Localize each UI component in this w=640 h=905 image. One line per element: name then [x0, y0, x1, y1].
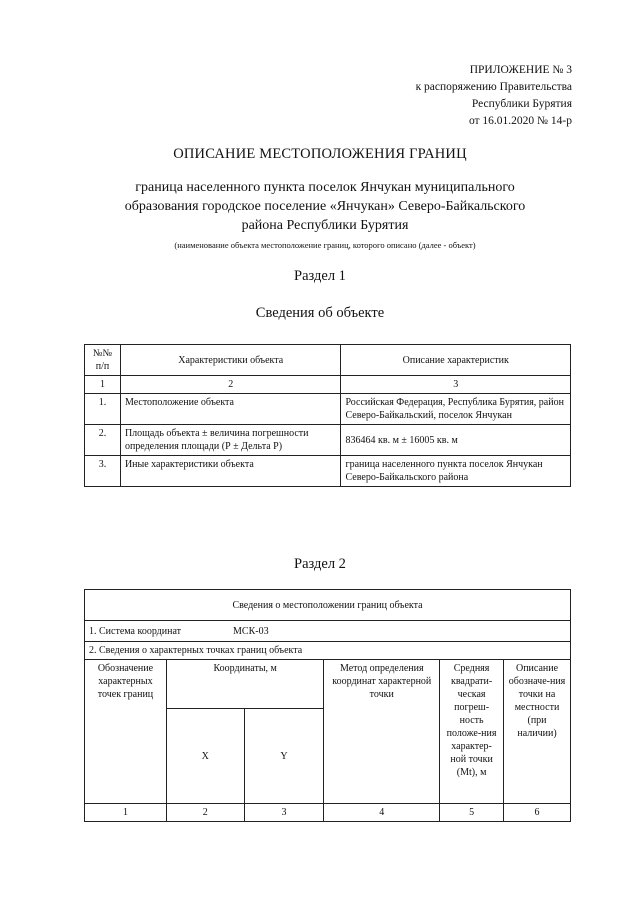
header-cell-number: №№ п/п — [85, 345, 121, 376]
column-number: 2 — [120, 376, 341, 394]
table-header-row — [85, 660, 571, 709]
appendix-order: к распоряжению Правительства — [415, 81, 572, 93]
appendix-date: от 16.01.2020 № 14-р — [468, 115, 572, 127]
appendix-header — [416, 62, 572, 130]
header-cell-y: Y — [244, 709, 324, 804]
header-cell-method: Метод определения координат характерной точки — [324, 660, 440, 804]
row-description: 836464 кв. м ± 16005 кв. м — [341, 425, 571, 456]
header-cell-coordinates: Координаты, м — [166, 660, 324, 709]
table-caption-row — [85, 590, 571, 621]
object-name-line: образования городское поселение «Янчукан» Северо-Байкальского — [124, 199, 526, 214]
object-name — [90, 178, 560, 235]
row-number: 1. — [85, 394, 121, 425]
table-row — [85, 394, 571, 425]
row-characteristic: Местоположение объекта — [120, 394, 341, 425]
boundary-points-table — [84, 589, 571, 822]
column-number: 3 — [244, 804, 324, 822]
header-cell-mt: Средняя квадрати-ческая погреш-ность положе-ния характер-ной точки (Mt), м — [440, 660, 504, 804]
object-info-table — [84, 344, 571, 487]
row-number: 3. — [85, 456, 121, 487]
row-description: граница населенного пункта поселок Янчукан Северо-Байкальского района — [341, 456, 571, 487]
table-caption: Сведения о местоположении границ объекта — [85, 590, 571, 621]
table-row — [85, 456, 571, 487]
column-number: 5 — [440, 804, 504, 822]
section1-subtitle: Сведения об объекте — [255, 305, 385, 321]
points-label: 2. Сведения о характерных точках границ объекта — [85, 642, 571, 660]
column-number: 6 — [504, 804, 571, 822]
section2-title: Раздел 2 — [294, 556, 346, 572]
object-name-line: района Республики Бурятия — [241, 218, 409, 233]
row-description: Российская Федерация, Республика Бурятия, район Северо-Байкальский, поселок Янчукан — [341, 394, 571, 425]
header-cell-description: Описание характеристик — [341, 345, 571, 376]
column-number: 1 — [85, 376, 121, 394]
row-characteristic: Площадь объекта ± величина погрешности определения площади (Р ± Дельта Р) — [120, 425, 341, 456]
column-number: 3 — [341, 376, 571, 394]
column-number: 2 — [166, 804, 244, 822]
header-cell-point-description: Описание обозначе-ния точки на местности (при наличии) — [504, 660, 571, 804]
header-cell-x: X — [166, 709, 244, 804]
object-name-line: граница населенного пункта поселок Янчукан муниципального — [135, 180, 515, 195]
table-row — [85, 425, 571, 456]
table-number-row — [85, 804, 571, 822]
coordinate-system-row — [85, 621, 571, 642]
table-number-row — [85, 376, 571, 394]
appendix-title: ПРИЛОЖЕНИЕ № 3 — [469, 64, 572, 76]
header-cell-characteristics: Характеристики объекта — [120, 345, 341, 376]
appendix-government: Республики Бурятия — [471, 98, 572, 110]
row-number: 2. — [85, 425, 121, 456]
column-number: 1 — [85, 804, 167, 822]
coordinate-system-value: МСК-03 — [233, 625, 269, 637]
object-caption: (наименование объекта местоположение границ, которого описано (далее - объект) — [174, 240, 476, 250]
row-characteristic: Иные характеристики объекта — [120, 456, 341, 487]
points-label-row — [85, 642, 571, 660]
section1-title: Раздел 1 — [294, 268, 346, 284]
header-cell-point: Обозначение характерных точек границ — [85, 660, 167, 804]
table-header-row — [85, 345, 571, 376]
column-number: 4 — [324, 804, 440, 822]
document-title: ОПИСАНИЕ МЕСТОПОЛОЖЕНИЯ ГРАНИЦ — [173, 146, 467, 162]
coordinate-system-label: 1. Система координат — [89, 625, 182, 637]
